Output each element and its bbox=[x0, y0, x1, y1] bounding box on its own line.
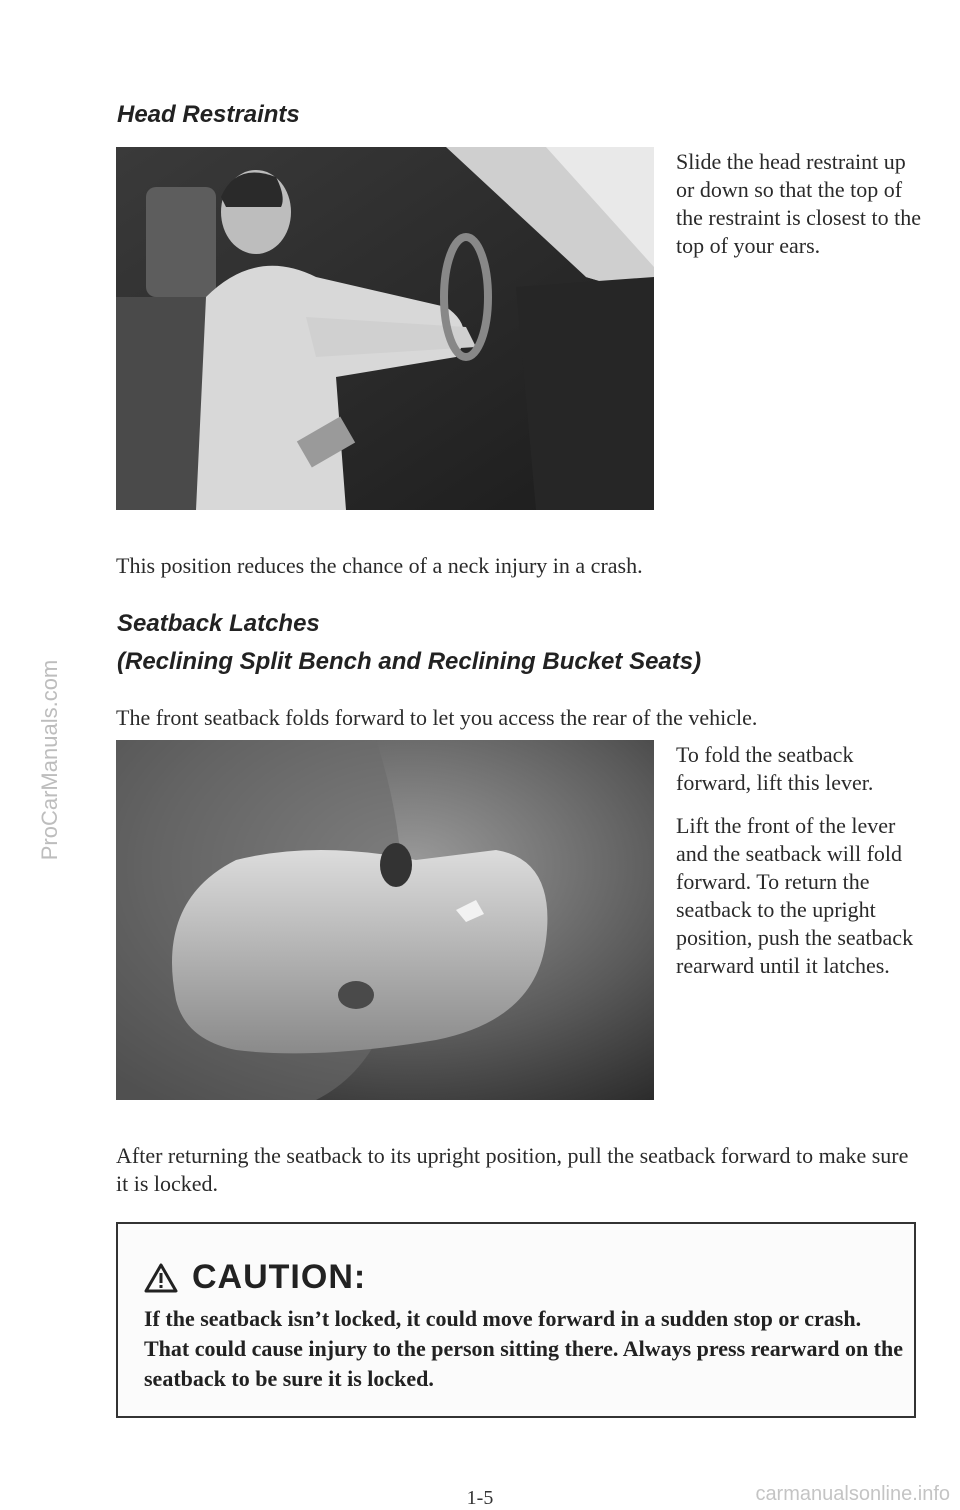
caution-text: If the seatback isn’t locked, it could move forward in a sudden stop or crash. That could cause injury to the person sitting there. Always press rearward on the seatback to be sure it is locked. bbox=[144, 1306, 903, 1391]
side-watermark: ProCarManuals.com bbox=[37, 659, 62, 861]
page-number: 1-5 bbox=[466, 1487, 494, 1509]
seat-type-subheading: (Reclining Split Bench and Reclining Bucket Seats) bbox=[117, 648, 702, 675]
seatback-lever-photo bbox=[116, 740, 654, 1100]
seatback-intro: The front seatback folds forward to let you access the rear of the vehicle. bbox=[116, 705, 758, 730]
driver-illustration bbox=[116, 147, 654, 510]
head-restraint-note: This position reduces the chance of a neck injury in a crash. bbox=[116, 553, 643, 578]
caution-title-row bbox=[144, 1258, 366, 1297]
bottom-watermark: carmanualsonline.info bbox=[755, 1483, 950, 1505]
head-restraints-heading: Head Restraints bbox=[117, 101, 300, 128]
head-restraint-instructions: Slide the head restraint up or down so that the top of the restraint is closest to the top of your ears. bbox=[676, 149, 921, 258]
caution-title: CAUTION: bbox=[192, 1258, 367, 1296]
warning-triangle-icon bbox=[144, 1263, 178, 1293]
lever-operation-instructions: Lift the front of the lever and the seatback will fold forward. To return the seatback to the upright position, push the seatback rearward until it latches. bbox=[676, 813, 914, 978]
seatback-latches-heading: Seatback Latches bbox=[117, 610, 320, 637]
caution-box bbox=[116, 1222, 916, 1418]
fold-seatback-instruction: To fold the seatback forward, lift this lever. bbox=[676, 742, 874, 795]
lever-illustration bbox=[116, 740, 654, 1100]
after-returning-note: After returning the seatback to its upright position, pull the seatback forward to make sure it is locked. bbox=[116, 1143, 909, 1196]
driver-head-restraint-photo bbox=[116, 147, 654, 510]
